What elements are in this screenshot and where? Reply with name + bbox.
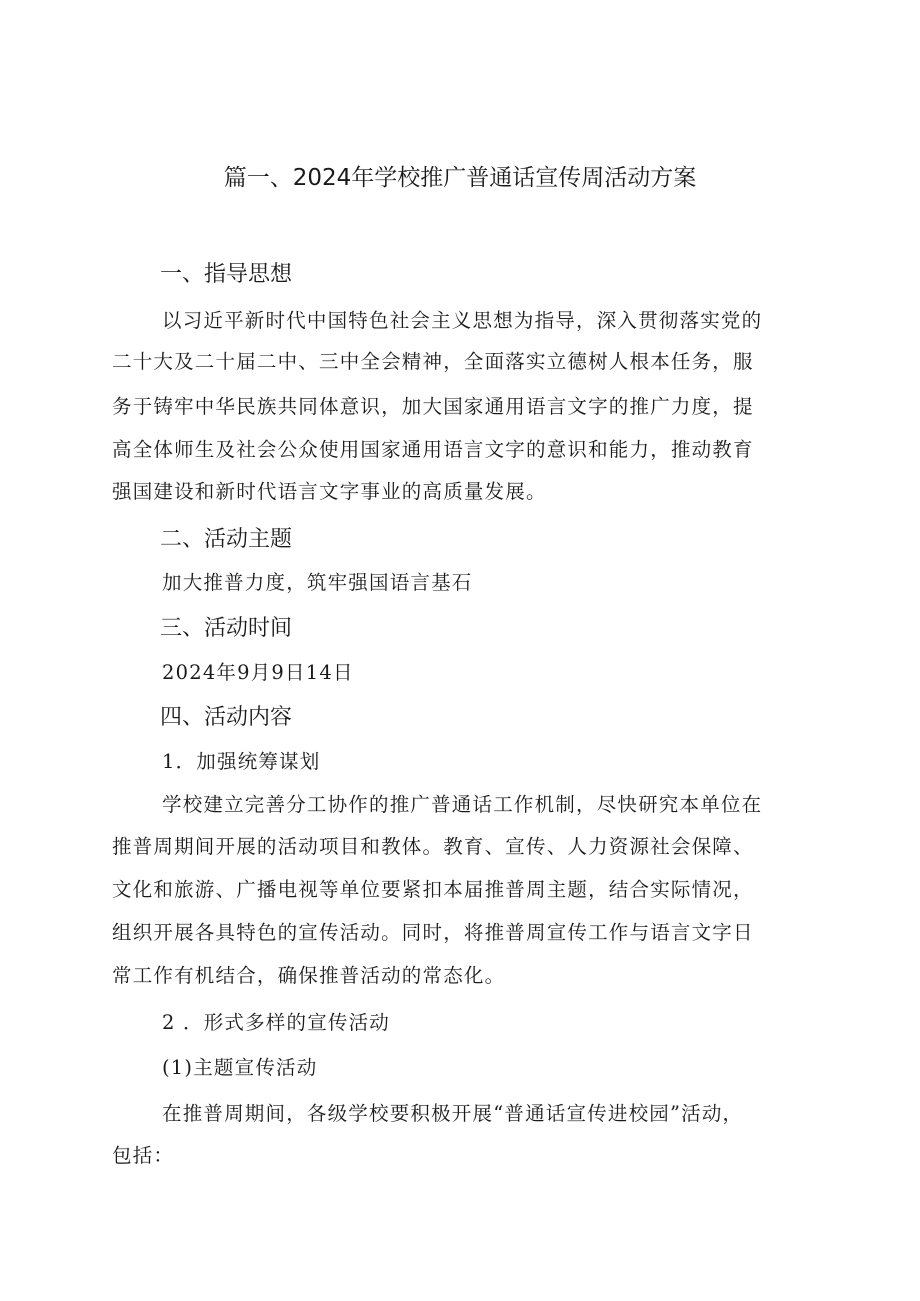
paragraph-line: 组织开展各具特色的宣传活动。同时，将推普周宣传工作与语言文字日 xyxy=(112,921,754,944)
paragraph-line: 务于铸牢中华民族共同体意识，加大国家通用语言文字的推广力度，提 xyxy=(112,395,754,418)
section-heading-theme: 二、活动主题 xyxy=(160,527,293,552)
time-text: 2024年9月9日14日 xyxy=(162,661,354,684)
paragraph-line: 高全体师生及社会公众使用国家通用语言文字的意识和能力，推动教育 xyxy=(112,438,754,461)
paragraph-line: 包括： xyxy=(112,1144,175,1167)
paragraph-line: 二十大及二十届二中、三中全会精神，全面落实立德树人根本任务，服 xyxy=(112,350,754,373)
section-heading-time: 三、活动时间 xyxy=(160,616,293,641)
section-heading-guiding-ideology: 一、指导思想 xyxy=(160,262,293,287)
item-title: 1．加强统筹谋划 xyxy=(162,750,321,773)
paragraph-line: 推普周期间开展的活动项目和教体。教育、宣传、人力资源社会保障、 xyxy=(112,835,754,858)
paragraph-line: 在推普周期间，各级学校要积极开展“普通话宣传进校园”活动， xyxy=(162,1102,744,1125)
paragraph-line: 常工作有机结合，确保推普活动的常态化。 xyxy=(112,964,506,987)
paragraph-line: 文化和旅游、广播电视等单位要紧扣本届推普周主题，结合实际情况， xyxy=(112,878,754,901)
paragraph-line: 学校建立完善分工协作的推广普通话工作机制，尽快研究本单位在 xyxy=(162,793,763,816)
paragraph-line: 以习近平新时代中国特色社会主义思想为指导，深入贯彻落实党的 xyxy=(162,309,763,332)
subitem-title: (1)主题宣传活动 xyxy=(162,1056,318,1079)
paragraph-line: 强国建设和新时代语言文字事业的高质量发展。 xyxy=(112,480,547,503)
item-title: 2 ．形式多样的宣传活动 xyxy=(162,1011,391,1034)
theme-text: 加大推普力度，筑牢强国语言基石 xyxy=(162,571,473,594)
section-heading-content: 四、活动内容 xyxy=(160,705,293,730)
document-title: 篇一、2024年学校推广普通话宣传周活动方案 xyxy=(223,165,697,191)
